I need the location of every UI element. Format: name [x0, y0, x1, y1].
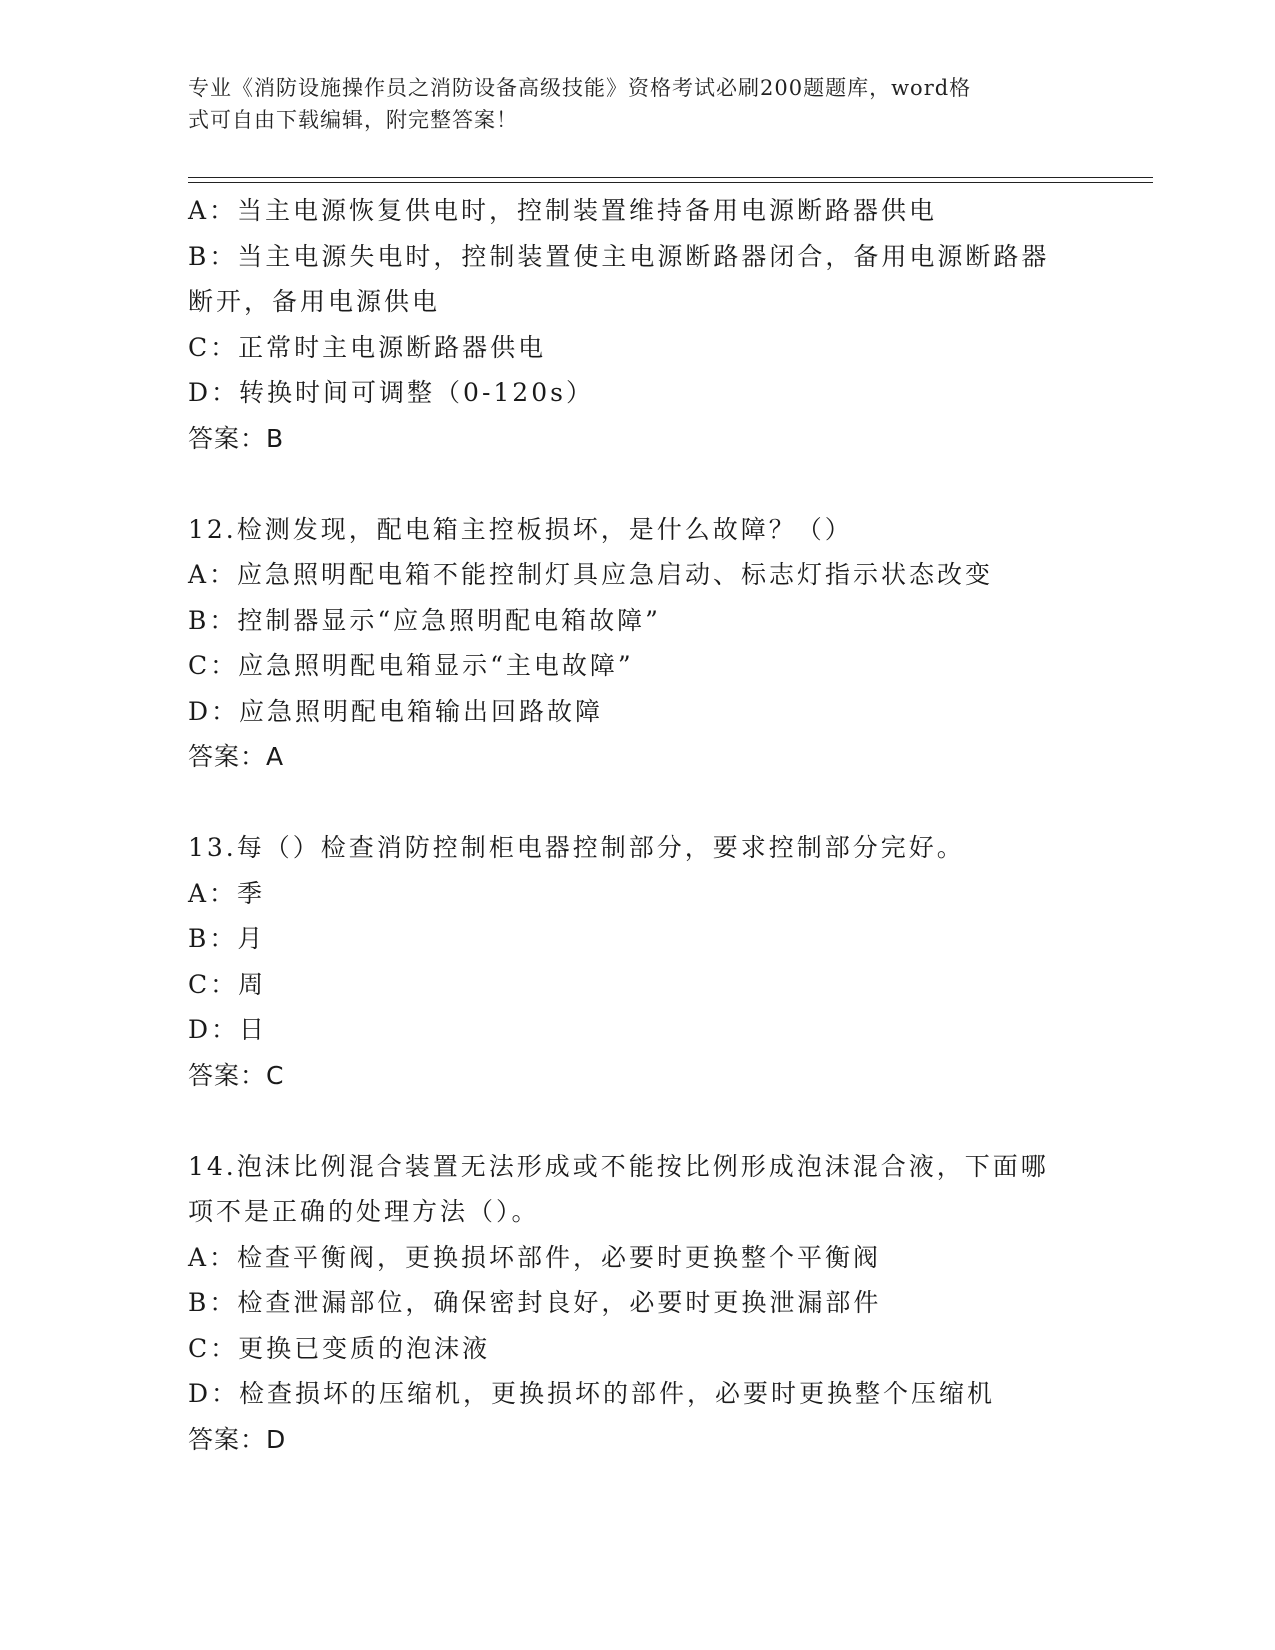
option-c: C：周: [188, 969, 267, 999]
header-divider-bottom: [188, 182, 1153, 183]
option-a: A：检查平衡阀，更换损坏部件，必要时更换整个平衡阀: [188, 1242, 882, 1272]
header-divider-top: [188, 177, 1153, 178]
spacer: [188, 1098, 1088, 1144]
document-header: [188, 72, 1068, 136]
answer: 答案：B: [188, 423, 285, 453]
question-12: [188, 507, 1088, 780]
question-list: [188, 188, 1088, 1462]
option-b-continued: 断开，备用电源供电: [188, 287, 441, 316]
question-text: 12.检测发现，配电箱主控板损坏，是什么故障？（）: [188, 514, 853, 544]
option-a: A：应急照明配电箱不能控制灯具应急启动、标志灯指示状态改变: [188, 560, 994, 589]
option-a: A：季: [188, 878, 266, 908]
option-d: D：检查损坏的压缩机，更换损坏的部件，必要时更换整个压缩机: [188, 1379, 996, 1408]
option-d: D：转换时间可调整（0-120s）: [188, 378, 594, 407]
option-c: C：正常时主电源断路器供电: [188, 332, 547, 362]
question-14: [188, 1144, 1088, 1463]
header-line-1: 专业《消防设施操作员之消防设备高级技能》资格考试必刷200题题库，word格: [188, 76, 972, 100]
spacer: [188, 461, 1088, 507]
question-13: [188, 825, 1088, 1098]
answer: 答案：C: [188, 1060, 285, 1090]
option-b: B：检查泄漏部位，确保密封良好，必要时更换泄漏部件: [188, 1288, 882, 1317]
spacer: [188, 780, 1088, 826]
header-line-2: 式可自由下载编辑，附完整答案！: [188, 108, 518, 132]
option-c: C：应急照明配电箱显示“主电故障”: [188, 651, 634, 680]
option-b: B：控制器显示“应急照明配电箱故障”: [188, 605, 661, 635]
option-b: B：月: [188, 924, 266, 953]
option-c: C：更换已变质的泡沫液: [188, 1333, 491, 1363]
question-text-continued: 项不是正确的处理方法（）。: [188, 1197, 540, 1226]
option-a: A：当主电源恢复供电时，控制装置维持备用电源断路器供电: [188, 196, 938, 225]
option-d: D：日: [188, 1015, 268, 1044]
answer: 答案：A: [188, 742, 285, 771]
option-b: B：当主电源失电时，控制装置使主电源断路器闭合，备用电源断路器: [188, 241, 1050, 271]
question-text: 13.每（）检查消防控制柜电器控制部分，要求控制部分完好。: [188, 833, 965, 862]
option-d: D：应急照明配电箱输出回路故障: [188, 696, 604, 726]
question-text: 14.泡沫比例混合装置无法形成或不能按比例形成泡沫混合液，下面哪: [188, 1151, 1049, 1181]
question-11: [188, 188, 1088, 461]
answer: 答案：D: [188, 1424, 287, 1454]
